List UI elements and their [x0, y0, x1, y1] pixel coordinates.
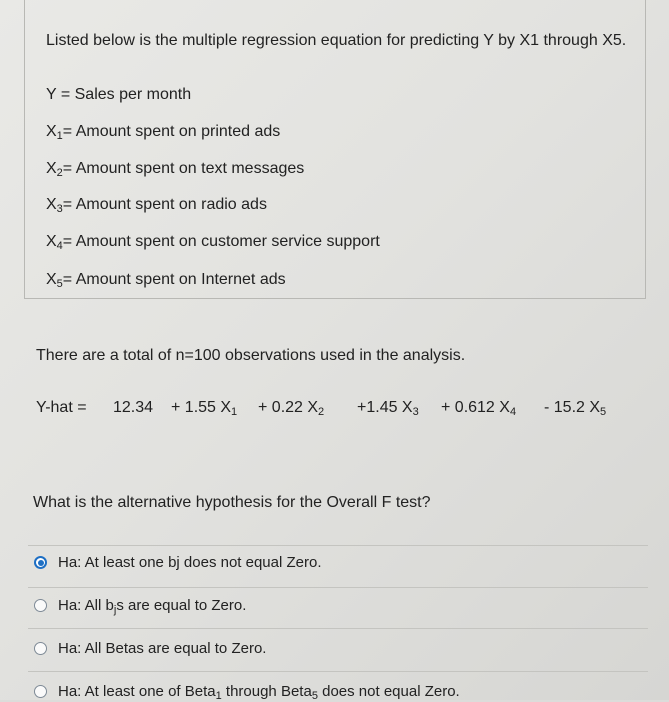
intro-text: Listed below is the multiple regression equation for predicting Y by X1 through X5.	[46, 32, 627, 49]
option-divider	[28, 671, 648, 672]
equation-term-1: + 1.55 $X_1$	[171, 399, 238, 418]
option-3-label: Ha: All Betas are equal to Zero.	[58, 639, 267, 657]
option-divider	[28, 545, 648, 546]
option-2-label: Ha: All $b_js$ are equal to Zero.	[58, 596, 247, 616]
observations-text: There are a total of n=100 observations used in the analysis.	[36, 347, 466, 364]
option-divider	[28, 628, 648, 629]
question-text: What is the alternative hypothesis for the Overall F test?	[33, 494, 431, 511]
definition-x3: $X_3=$ Amount spent on radio ads	[46, 196, 267, 215]
definition-x4: $X_4=$ Amount spent on customer service support	[46, 233, 380, 252]
definition-x2: $X_2=$ Amount spent on text messages	[46, 160, 305, 179]
radio-icon[interactable]	[34, 685, 47, 698]
option-4-label: Ha: At least one of Beta$_1$ through Beta$_5$ does not equal Zero.	[58, 682, 460, 702]
option-3[interactable]	[34, 637, 266, 659]
definition-y: Y = Sales per month	[46, 86, 192, 103]
equation-term-4: + 0.612 $X_4$	[441, 399, 517, 418]
definition-x5: $X_5=$ Amount spent on Internet ads	[46, 271, 286, 290]
equation-term-3: +1.45 $X_3$	[357, 399, 419, 418]
option-divider	[28, 587, 648, 588]
option-4[interactable]	[34, 680, 460, 702]
option-1-label: Ha: At least one bj does not equal Zero.	[58, 553, 322, 571]
radio-icon[interactable]	[34, 642, 47, 655]
option-1[interactable]	[34, 551, 322, 573]
equation-term-5: - 15.2 $X_5$	[544, 399, 607, 418]
radio-selected-icon[interactable]	[34, 556, 47, 569]
radio-icon[interactable]	[34, 599, 47, 612]
definition-x1: $X_1=$ Amount spent on printed ads	[46, 123, 281, 142]
equation-intercept: 12.34	[113, 399, 154, 416]
equation-label: Y-hat =	[36, 399, 87, 416]
option-2[interactable]	[34, 594, 246, 616]
equation-term-2: + 0.22 $X_2$	[258, 399, 325, 418]
